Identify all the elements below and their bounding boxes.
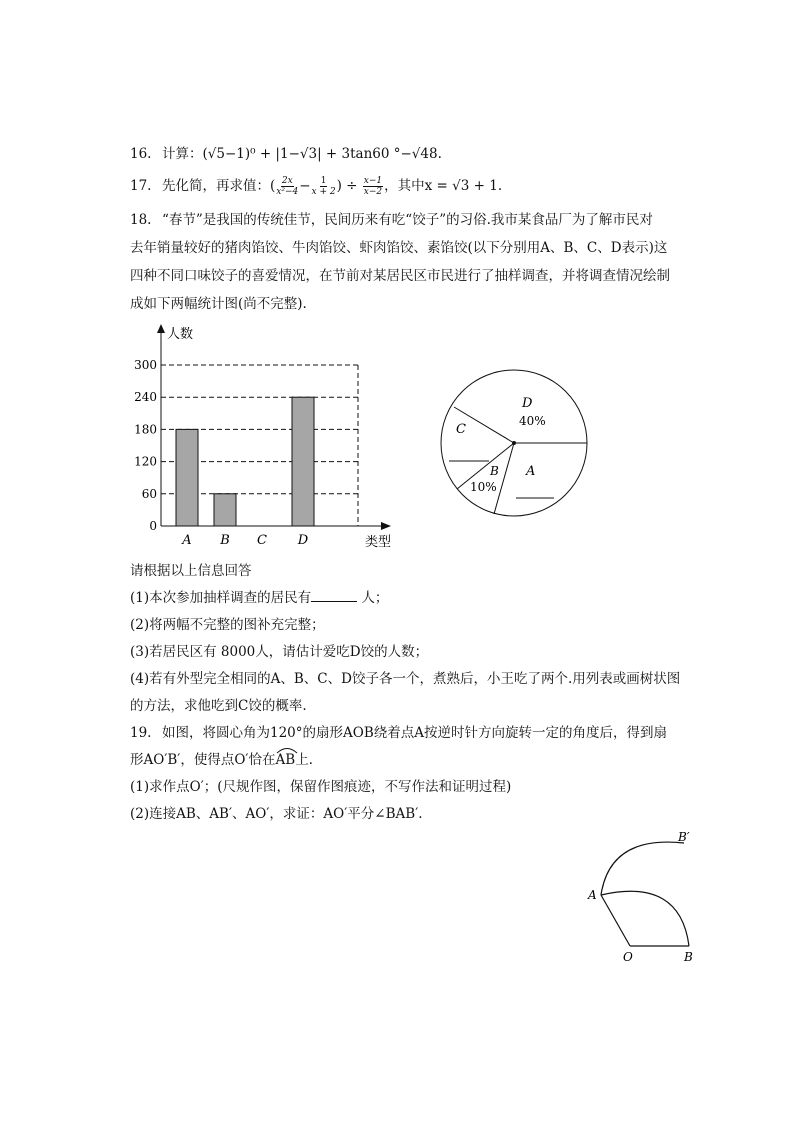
arc-ab-notation: AB <box>276 750 296 770</box>
bar-chart <box>125 320 405 555</box>
slice-label-B: B <box>490 464 499 478</box>
fraction: $\frac{2x}{\text{x²−4}}$ <box>276 176 299 197</box>
question-number: 18. <box>130 212 152 228</box>
question-label: 先化简，再求值： <box>162 178 270 194</box>
point-label-B-prime: B′ <box>678 830 690 844</box>
segment-oa <box>601 895 630 946</box>
x-axis-label: 类型 <box>365 535 392 550</box>
y-tick-label: 180 <box>134 422 157 437</box>
slice-value-D: 40% <box>519 414 546 428</box>
x-tick-label: D <box>297 533 309 548</box>
question-18-line-2: 去年销量较好的猪肉馅饺、牛肉馅饺、虾肉馅饺、素馅饺(以下分别用A、B、C、D表示)这 <box>130 240 668 256</box>
question-18-sub-3: (3)若居民区有 8000人，请估计爱吃D饺的人数； <box>130 644 429 660</box>
math-expression: (√5−1)⁰ + |1−√3| + 3tan60 °−√48. <box>202 146 442 162</box>
slice-value-B: 10% <box>470 480 497 494</box>
question-number: 16. <box>130 146 152 162</box>
question-number: 17. <box>130 178 152 194</box>
slice-label-D: D <box>522 396 533 411</box>
x-tick-label: A <box>182 533 192 548</box>
pie-center <box>512 441 516 445</box>
y-tick-label: 60 <box>141 486 157 501</box>
question-17: 17. 先化简，再求值：( $\frac{2x}{\text{x²−4}}$ − $\frac{1}{x + 2}$ ) ÷ $\frac{x-1}{x-2}$ ，其中x = √3 + 1. <box>130 176 503 197</box>
x-tick-label: B <box>220 533 230 548</box>
question-19-sub-1: (1)求作点O′；(尺规作图，保留作图痕迹，不写作法和证明过程) <box>130 779 512 795</box>
y-tick-label: 120 <box>134 454 157 469</box>
pie-chart <box>436 365 596 525</box>
question-18-sub-2: (2)将两幅不完整的图补充完整； <box>130 617 325 633</box>
question-19-sub-2: (2)连接AB、AB′、AO′，求证：AO′平分∠BAB′. <box>130 806 423 822</box>
y-tick-label: 0 <box>149 519 157 533</box>
pie-radius <box>494 443 514 514</box>
question-18-prompt: 请根据以上信息回答 <box>130 563 252 579</box>
x-tick-label: C <box>257 533 267 548</box>
bar-D <box>292 397 314 526</box>
point-label-A: A <box>588 888 597 902</box>
question-18-sub-4-line-1: (4)若有外型完全相同的A、B、C、D饺子各一个，煮熟后，小王吃了两个.用列表或画树状图 <box>130 671 681 687</box>
slice-label-C: C <box>456 422 466 437</box>
question-label: 计算： <box>162 146 203 162</box>
y-tick-label: 240 <box>134 390 157 405</box>
y-axis-arrow <box>157 324 165 333</box>
question-18-line-4: 成如下两幅统计图(尚不完整). <box>130 296 307 312</box>
y-axis-label: 人数 <box>167 327 194 342</box>
point-label-O: O <box>623 950 633 964</box>
arc-ab-prime <box>601 842 684 895</box>
question-16 <box>130 144 442 164</box>
fraction: $\frac{1}{x + 2}$ <box>311 176 336 197</box>
question-18-line-1: 18. “春节”是我国的传统佳节，民间历来有吃“饺子”的习俗.我市某食品厂为了解市民对 <box>130 212 653 228</box>
question-19-line-2: 形AO′B′，使得点O′恰在 AB上. <box>130 750 313 770</box>
question-19-line-1: 19. 如图，将圆心角为120°的扇形AOB绕着点A按逆时针方向旋转一定的角度后，得到扇 <box>130 725 668 741</box>
sector-figure <box>580 825 710 970</box>
question-18-sub-1: (1)本次参加抽样调查的居民有 人； <box>130 590 389 606</box>
question-18-line-3: 四种不同口味饺子的喜爱情况，在节前对某居民区市民进行了抽样调查，并将调查情况绘制 <box>130 268 670 284</box>
slice-label-A: A <box>526 464 536 479</box>
point-label-B: B <box>684 950 693 964</box>
math-tail: ，其中x = √3 + 1. <box>384 178 503 194</box>
answer-blank[interactable] <box>311 589 357 602</box>
y-tick-label: 300 <box>134 358 157 372</box>
fraction: $\frac{x-1}{x-2}$ <box>363 176 383 197</box>
question-number: 19. <box>130 725 152 741</box>
x-axis-arrow <box>381 522 391 530</box>
bar-A <box>176 429 198 526</box>
question-18-sub-4-line-2: 的方法，求他吃到C饺的概率. <box>130 698 307 714</box>
bar-B <box>214 494 236 526</box>
